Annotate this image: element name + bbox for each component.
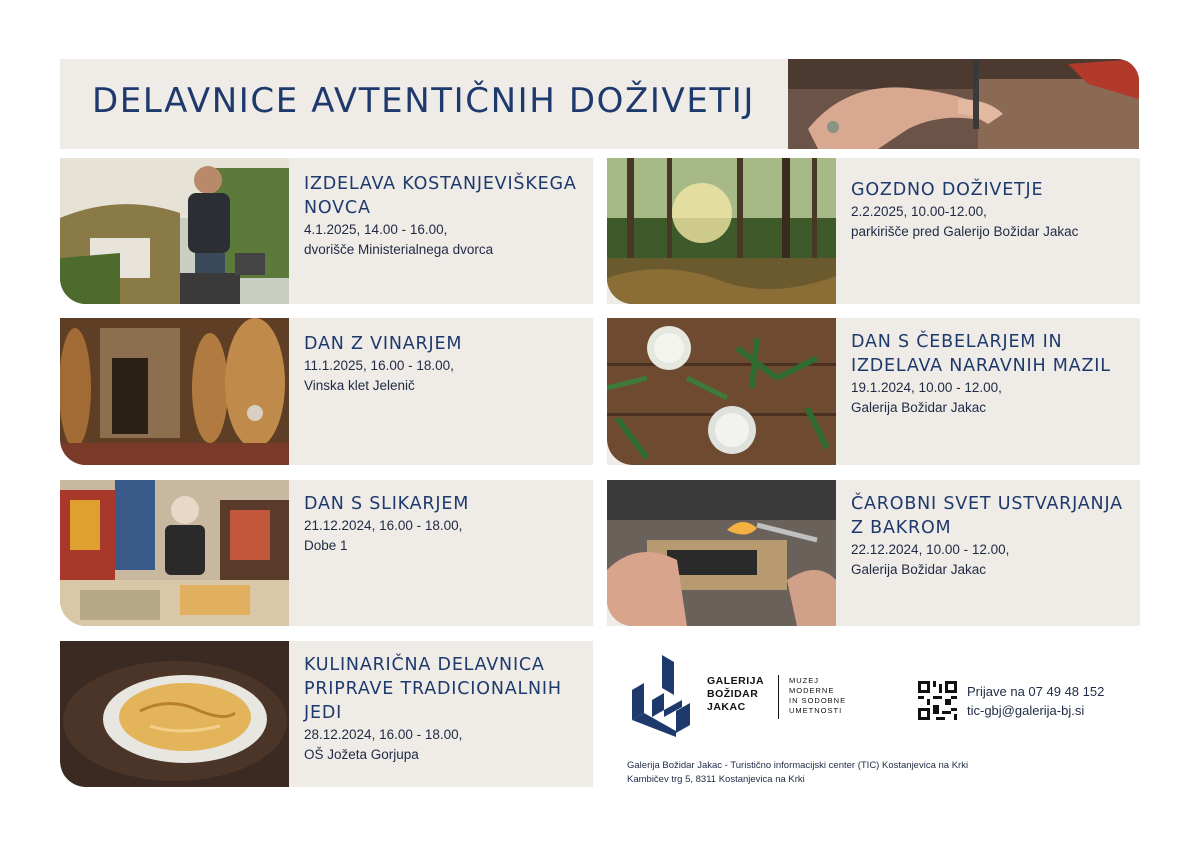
event-card-painter[interactable]	[60, 480, 593, 626]
event-card-wine[interactable]	[60, 318, 593, 465]
header-photo-hands	[788, 59, 1139, 149]
event-card-copper[interactable]	[607, 480, 1140, 626]
event-title: NOVCA	[304, 198, 371, 218]
event-title: DAN S ČEBELARJEM IN	[851, 332, 1063, 352]
event-title: PRIPRAVE TRADICIONALNIH	[304, 679, 562, 699]
event-card-culinary[interactable]	[60, 641, 593, 787]
event-place: OŠ Jožeta Gorjupa	[304, 747, 419, 762]
photo-beekeeper-ointment	[607, 318, 836, 465]
gallery-logo-mark	[632, 655, 696, 737]
contact-email[interactable]: tic-gbj@galerija-bj.si	[967, 703, 1085, 718]
header-banner	[60, 59, 1139, 149]
event-title: ČAROBNI SVET USTVARJANJA	[851, 494, 1123, 514]
event-title: KULINARIČNA DELAVNICA	[304, 655, 545, 675]
event-title: JEDI	[304, 703, 343, 723]
event-date: 22.12.2024, 10.00 - 12.00,	[851, 542, 1010, 557]
logo-divider	[778, 675, 779, 719]
footer-address: Galerija Božidar Jakac - Turistično informacijski center (TIC) Kostanjevica na Krki Kambičev trg 5, 8311 Kostanjevica na Krki	[627, 760, 969, 785]
event-title: IZDELAVA NARAVNIH MAZIL	[851, 356, 1111, 376]
event-title: DAN S SLIKARJEM	[304, 494, 470, 514]
event-title: GOZDNO DOŽIVETJE	[851, 180, 1044, 200]
photo-forest	[607, 158, 836, 304]
gallery-logo-subtitle: MUZEJ MODERNE IN SODOBNE UMETNOSTI	[789, 676, 847, 715]
event-title: Z BAKROM	[851, 518, 952, 538]
photo-painter-studio	[60, 480, 289, 626]
contact-info	[967, 682, 1104, 720]
photo-copper-workshop	[607, 480, 836, 626]
photo-coin-minting	[60, 158, 289, 304]
event-date: 21.12.2024, 16.00 - 18.00,	[304, 518, 463, 533]
event-date: 2.2.2025, 10.00-12.00,	[851, 204, 987, 219]
contact-phone[interactable]: Prijave na 07 49 48 152	[967, 684, 1105, 699]
photo-traditional-dish	[60, 641, 289, 787]
event-date: 19.1.2024, 10.00 - 12.00,	[851, 380, 1002, 395]
event-date: 4.1.2025, 14.00 - 16.00,	[304, 222, 448, 237]
event-date: 11.1.2025, 16.00 - 18.00,	[304, 358, 454, 373]
event-title: IZDELAVA KOSTANJEVIŠKEGA	[304, 174, 577, 194]
event-title: DAN Z VINARJEM	[304, 334, 463, 354]
event-card-beekeeper[interactable]	[607, 318, 1140, 465]
event-card-coin[interactable]	[60, 158, 593, 304]
qr-code-icon[interactable]	[918, 681, 957, 720]
event-place: dvorišče Ministerialnega dvorca	[304, 242, 494, 257]
event-place: Vinska klet Jelenič	[304, 378, 415, 393]
event-place: Dobe 1	[304, 538, 348, 553]
event-date: 28.12.2024, 16.00 - 18.00,	[304, 727, 463, 742]
page-title: DELAVNICE AVTENTIČNIH DOŽIVETIJ	[92, 81, 756, 121]
event-place: Galerija Božidar Jakac	[851, 562, 987, 577]
photo-wine-cellar	[60, 318, 289, 465]
event-card-forest[interactable]	[607, 158, 1140, 304]
gallery-logo-name: GALERIJA BOŽIDAR JAKAC	[707, 675, 765, 713]
event-place: Galerija Božidar Jakac	[851, 400, 987, 415]
event-place: parkirišče pred Galerijo Božidar Jakac	[851, 224, 1079, 239]
